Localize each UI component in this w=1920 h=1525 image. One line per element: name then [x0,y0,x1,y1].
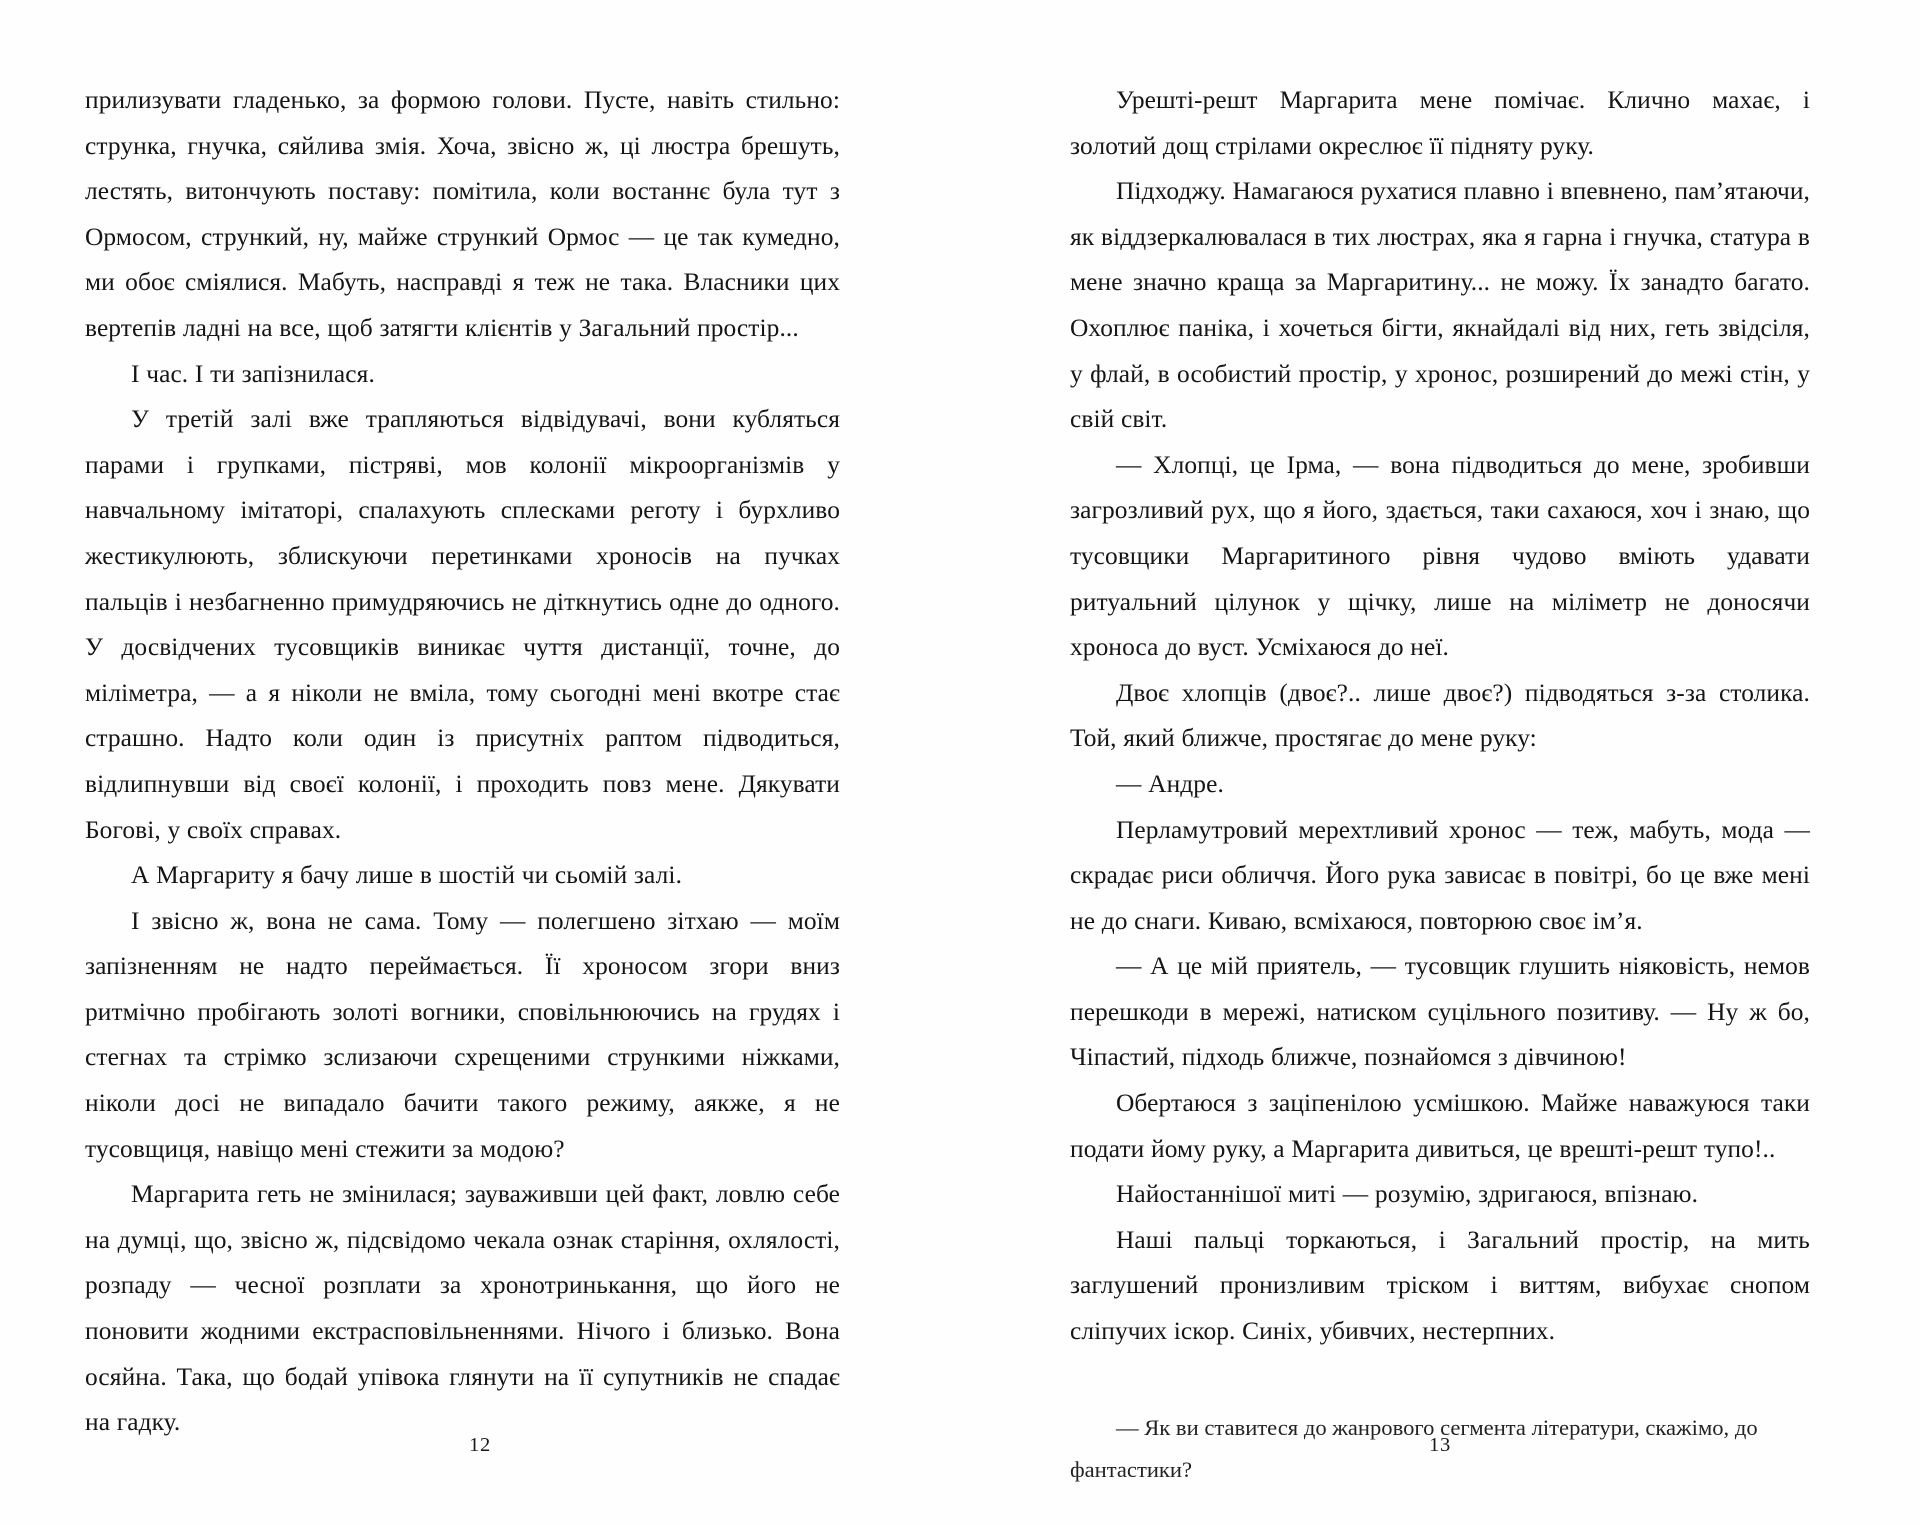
paragraph: А Маргариту я бачу лише в шостій чи сьомій залі. [131,861,683,890]
left-page-body [85,78,840,1446]
paragraph: — Хлопці, це Ірма, — вона підводиться до мене, зробивши загрозливий рух, що я його, здається, таки сахаюся, хоч і знаю, що тусовщики Маргаритиного рівня чудово вміють удавати ритуальний цілунок у щічку, лише на міліметр не доносячи хроноса до вуст. Усміхаюся до неї. [1070,450,1810,662]
interview-question: — Як ви ставитеся до жанрового сегмента літератури, скажімо, до фантастики? [1070,1414,1758,1482]
right-page [960,0,1920,1525]
paragraph: Перламутровий мерехтливий хронос — теж, мабуть, мода — скрадає риси обличчя. Його рука зависає в повітрі, бо це вже мені не до снаги. Киваю, всміхаюся, повторюю своє ім’я. [1070,815,1810,935]
paragraph: Маргарита геть не змінилася; зауваживши цей факт, ловлю себе на думці, що, звісно ж, підсвідомо чекала ознак старіння, охлялості, розпаду — чесної розплати за хронотринькання, що його не поновити жодними екстрасповільненнями. Нічого і близько. Вона осяйна. Така, що бодай упівока глянути на її супутників не спадає на гадку. [85,1180,840,1437]
paragraph: прилизувати гладенько, за формою голови. Пусте, навіть стильно: струнка, гнучка, сяйлива змія. Хоча, звісно ж, ці люстра брешуть, лестять, витончують поставу: помітила, коли востаннє була тут з Ормосом, стрункий, ну, майже стрункий Ормос — це так кумедно, ми обоє сміялися. Мабуть, насправді я теж не така. Власники цих вертепів ладні на все, щоб затягти клієнтів у Загальний простір... [85,86,840,342]
paragraph: Підходжу. Намагаюся рухатися плавно і впевнено, пам’ятаючи, як віддзеркалювалася в тих люстрах, яка я гарна і гнучка, статура в мене значно краща за Маргаритину... не можу. Їх занадто багато. Охоплює паніка, і хочеться бігти, якнайдалі від них, геть звідсіля, у флай, в особистий простір, у хронос, розширений до межі стін, у свій світ. [1070,177,1810,434]
page-number-left: 12 [469,1434,491,1456]
paragraph: Наші пальці торкаються, і Загальний простір, на мить заглушений пронизливим тріском і виттям, вибухає снопом сліпучих іскор. Синіх, убивчих, нестерпних. [1070,1225,1810,1346]
right-page-body [1070,78,1810,1355]
paragraph: Обертаюся з заціпенілою усмішкою. Майже наважуюся таки подати йому руку, а Маргарита дивиться, це врешті-решт тупо!.. [1070,1089,1810,1163]
paragraph: Двоє хлопців (двоє?.. лише двоє?) підводяться з-за столика. Той, який ближче, простягає до мене руку: [1070,678,1810,753]
paragraph: — А це мій приятель, — тусовщик глушить ніяковість, немов перешкоди в мережі, натиском суцільного позитиву. — Ну ж бо, Чіпастий, підходь ближче, познайомся з дівчиною! [1070,952,1810,1072]
paragraph: Найостаннішої миті — розумію, здригаюся, впізнаю. [1116,1180,1699,1209]
paragraph: — Андре. [1116,769,1224,798]
paragraph: І звісно ж, вона не сама. Тому — полегшено зітхаю — моїм запізненням не надто переймається. Її хроносом згори вниз ритмічно пробігають золоті вогники, сповільнюючись на грудях і стегнах та стрімко зслизаючи схрещеними стрункими ніжками, ніколи досі не випадало бачити такого режиму, аякже, я не тусовщиця, навіщо мені стежити за модою? [85,906,840,1163]
paragraph: Урешті-решт Маргарита мене помічає. Клично махає, і золотий дощ стрілами окреслює її підняту руку. [1070,86,1810,160]
paragraph: У третій залі вже трапляються відвідувачі, вони кубляться парами і групками, пістряві, мов колонії мікроорганізмів у навчальному імітаторі, спалахують сплесками реготу і бурхливо жестикулюють, зблискуючи перетинками хроносів на пучках пальців і незбагненно примудряючись не діткнутись одне до одного. У досвідчених тусовщиків виникає чуття дистанції, точне, до міліметра, — а я ніколи не вміла, тому сьогодні мені вкотре стає страшно. Надто коли один із присутніх раптом підводиться, відлипнувши від своєї колонії, і проходить повз мене. Дякувати Богові, у своїх справах. [85,405,840,844]
paragraph: І час. І ти запізнилася. [131,359,375,388]
page-number-right: 13 [1429,1434,1451,1456]
